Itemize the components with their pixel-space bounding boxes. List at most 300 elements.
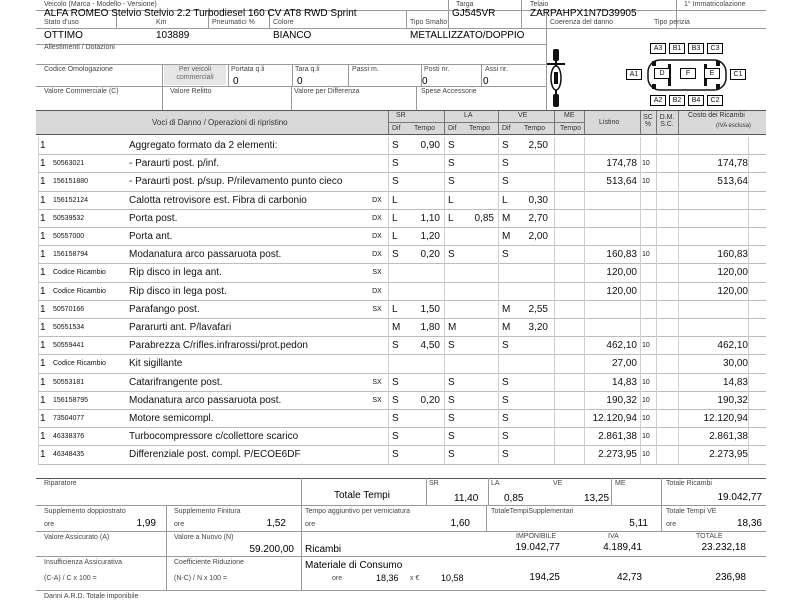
row-ve-time (516, 428, 548, 445)
row-qty: 1 (40, 394, 46, 406)
condition-label: Stato d'uso (44, 19, 79, 26)
row-qty: 1 (40, 212, 46, 224)
row-ve-time: 2,50 (528, 140, 548, 151)
row-la-dif: L (448, 194, 454, 206)
la-header: LA (464, 112, 473, 119)
row-ve-dif: M (502, 322, 511, 333)
row-side (368, 137, 386, 154)
row-qty: 1 (40, 431, 46, 443)
row-ve-time (516, 446, 548, 463)
listino-header: Listino (599, 119, 620, 126)
row-sc (642, 319, 656, 336)
sr-dif-header: Dif (392, 125, 401, 132)
row-part-code (53, 137, 128, 154)
row-ve-time: 3,20 (528, 322, 548, 333)
row-sc (642, 192, 656, 209)
row-side (368, 173, 386, 190)
table-row[interactable] (0, 392, 800, 410)
row-cost: 190,32 (717, 394, 748, 406)
row-qty: 1 (40, 413, 46, 424)
row-qty: 1 (40, 358, 46, 370)
row-description: - Paraurti post. p/inf. (129, 158, 220, 170)
ve-dif-header: Dif (502, 125, 511, 132)
row-cost (680, 192, 748, 209)
chassis-label: Telaio (530, 1, 549, 8)
total-parts-label: Totale Ricambi (666, 480, 712, 487)
sum-me-label: ME (615, 480, 626, 487)
row-cost: 513,64 (717, 176, 748, 188)
row-description: Modanatura arco passaruota post. (129, 394, 282, 406)
color-label: Colore (273, 19, 294, 26)
row-la-time (464, 428, 494, 445)
row-side (368, 355, 386, 372)
row-sr-dif (392, 355, 404, 372)
row-sr-time (410, 410, 440, 427)
zone-c1-chip[interactable]: C1 (730, 69, 746, 80)
row-ve-dif (502, 264, 514, 281)
row-la-dif (448, 283, 460, 300)
row-part-code: 50539532 (53, 214, 85, 222)
row-sc (642, 264, 656, 281)
ve-tempo-header: Tempo (524, 125, 546, 132)
row-qty: 1 (40, 303, 46, 315)
row-sc: 10 (642, 433, 650, 441)
row-sr-time (410, 374, 440, 391)
row-cost: 14,83 (722, 376, 748, 388)
vehicle-axles: 0 (483, 76, 489, 87)
table-row[interactable] (0, 355, 800, 373)
table-row[interactable] (0, 301, 800, 319)
row-sr-dif: S (392, 176, 399, 188)
repairer-label: Riparatore (44, 480, 77, 487)
row-listino: 2.273,95 (598, 449, 637, 461)
row-side (368, 155, 386, 172)
row-description: Calotta retrovisore est. Fibra di carbonio (129, 194, 307, 206)
row-side (368, 319, 386, 336)
row-la-dif: S (448, 394, 455, 406)
row-description: Porta post. (129, 212, 178, 224)
row-part-code: Codice Ricambio (53, 269, 106, 277)
zone-f-chip[interactable]: F (680, 68, 696, 79)
row-description: Porta ant. (129, 231, 173, 242)
row-listino: 513,64 (606, 176, 637, 188)
row-ve-dif: S (502, 394, 509, 406)
row-sr-dif: S (392, 140, 399, 151)
row-part-code: Codice Ricambio (53, 287, 106, 295)
total-supp-value: 5,11 (629, 518, 648, 529)
row-side: SX (372, 396, 382, 404)
wheelbase-label: Passi m. (352, 66, 379, 73)
row-sr-dif: L (392, 303, 398, 315)
row-ve-dif: S (502, 449, 509, 461)
table-row[interactable] (0, 192, 800, 210)
row-listino: 462,10 (606, 340, 637, 352)
damage-coherence-label: Coerenza del danno (550, 19, 614, 26)
row-ve-dif (502, 283, 514, 300)
table-row[interactable] (0, 428, 800, 446)
insurance-gap-label: Insufficienza Assicurativa (44, 559, 123, 566)
row-sr-dif (392, 283, 404, 300)
cost-subheader: (IVA esclusa) (716, 123, 751, 129)
table-row[interactable] (0, 410, 800, 428)
row-qty: 1 (40, 249, 46, 261)
parts-label: Ricambi (305, 544, 342, 555)
row-qty: 1 (40, 285, 46, 297)
vehicle-chassis: ZARPAHPX1N7D39905 (530, 8, 637, 19)
new-value-label: Valore a Nuovo (N) (174, 534, 234, 541)
reduction-label: Coefficiente Riduzione (174, 559, 244, 566)
seats-label: Posti nr. (424, 66, 450, 73)
la-dif-header: Dif (448, 125, 457, 132)
commercial-value-label: Valore Commerciale (C) (44, 88, 119, 95)
row-ve-time (516, 392, 548, 409)
row-listino (585, 228, 637, 245)
row-part-code: 156151880 (53, 178, 89, 186)
vehicle-color: BIANCO (273, 30, 312, 41)
row-sc: 10 (642, 178, 650, 186)
row-sc: 10 (642, 342, 650, 350)
row-la-dif: S (448, 431, 455, 443)
row-ve-time: 2,00 (528, 231, 548, 242)
dm-header: D.M. S.C. (659, 114, 675, 128)
table-row[interactable] (0, 228, 800, 246)
row-sr-time: 1,10 (420, 212, 440, 224)
vehicle-capacity: 0 (233, 76, 239, 87)
row-description: Turbocompressore c/collettore scarico (129, 431, 299, 443)
row-cost: 120,00 (717, 285, 748, 297)
row-ve-dif: M (502, 212, 511, 224)
table-row[interactable] (0, 446, 800, 464)
table-row[interactable] (0, 246, 800, 264)
table-row[interactable] (0, 210, 800, 228)
row-qty: 1 (40, 194, 46, 206)
row-listino: 2.861,38 (598, 431, 637, 443)
registration-label: 1° Immatricolazione (684, 1, 746, 8)
row-part-code: 50559441 (53, 342, 85, 350)
row-ve-time: 2,55 (528, 303, 548, 315)
row-side: DX (372, 287, 382, 295)
total-parts-value: 19.042,77 (717, 492, 762, 503)
table-row[interactable] (0, 337, 800, 355)
row-la-time (464, 192, 494, 209)
row-description: Kit sigillante (129, 358, 183, 370)
sum-ve-value: 13,25 (584, 493, 610, 504)
row-listino: 14,83 (611, 376, 637, 388)
row-sc (642, 137, 656, 154)
capacity-label: Portata q.li (231, 66, 265, 73)
zone-c3-chip[interactable]: C3 (707, 43, 723, 54)
row-description: - Paraurti post. p/sup. P/rilevamento punto cieco (129, 176, 343, 188)
row-listino (585, 319, 637, 336)
row-description: Aggregato formato da 2 elementi: (129, 140, 278, 151)
row-listino: 190,32 (606, 394, 637, 406)
row-cost: 174,78 (717, 158, 748, 170)
row-side (368, 446, 386, 463)
zone-a1-chip[interactable]: A1 (626, 69, 642, 80)
row-listino: 174,78 (606, 158, 637, 170)
row-sc (642, 283, 656, 300)
row-ve-time (516, 264, 548, 281)
me-header: ME (564, 112, 575, 119)
row-description: Rip disco in lega ant. (129, 267, 222, 279)
row-sr-time (410, 173, 440, 190)
row-part-code: 73504077 (53, 415, 85, 422)
row-qty: 1 (40, 376, 46, 388)
row-qty: 1 (40, 158, 46, 170)
supp-double-ore: ore (44, 521, 55, 528)
row-description: Pararurti ant. P/lavafari (129, 322, 232, 333)
row-description: Modanatura arco passaruota post. (129, 249, 282, 261)
row-ve-dif: S (502, 176, 509, 188)
row-listino (585, 192, 637, 209)
vehicle-model: ALFA ROMEO Stelvio Stelvio 2.2 Turbodiesel 160 CV AT8 RWD Sprint (44, 8, 357, 19)
consumables-label: Materiale di Consumo (305, 560, 403, 571)
row-ve-time: 0,30 (528, 194, 548, 206)
row-part-code: 50553181 (53, 378, 85, 386)
row-cost (680, 301, 748, 318)
la-tempo-header: Tempo (469, 125, 491, 132)
row-la-time (464, 374, 494, 391)
insurance-gap-formula: (C-A) / C x 100 = (44, 575, 97, 582)
table-row[interactable] (0, 283, 800, 301)
row-sr-time: 1,20 (420, 231, 440, 242)
total-times-label: Totale Tempi (334, 490, 390, 501)
vehicle-seats: 0 (422, 76, 428, 87)
row-cost: 160,83 (717, 249, 748, 261)
zone-b3-chip[interactable]: B3 (688, 43, 704, 54)
sum-sr-label: SR (429, 480, 439, 487)
row-cost (680, 319, 748, 336)
row-listino (585, 137, 637, 154)
model-label: Veicolo (Marca - Modello - Versione) (44, 1, 157, 8)
row-description: Parabrezza C/rifles.infrarossi/prot.pedon (129, 340, 308, 352)
row-ve-dif: S (502, 340, 509, 352)
row-side: DX (372, 214, 382, 222)
row-la-time: 0,85 (474, 212, 494, 224)
axles-label: Assi nr. (485, 66, 508, 73)
vat-header: IVA (608, 533, 619, 540)
row-la-dif: S (448, 140, 455, 151)
row-listino: 120,00 (606, 285, 637, 297)
sum-ve-label: VE (553, 480, 563, 487)
zone-c2-chip[interactable]: C2 (707, 95, 723, 106)
row-part-code: 156158794 (53, 251, 89, 259)
damage-diagram (626, 43, 746, 109)
zone-e-chip[interactable]: E (704, 68, 720, 79)
row-la-time (464, 410, 494, 427)
consumables-total: 236,98 (715, 572, 746, 583)
new-value: 59.200,00 (249, 544, 294, 555)
extra-time-value: 1,60 (450, 518, 470, 529)
accessories-label: Spese Accessorie (421, 88, 477, 95)
vehicle-paint-type: METALLIZZATO/DOPPIO (410, 30, 525, 41)
zone-d-chip[interactable]: D (654, 68, 670, 79)
row-listino: 160,83 (606, 249, 637, 261)
row-sc: 10 (642, 451, 650, 459)
consumables-x-eur: x € (410, 575, 420, 582)
row-la-time (464, 392, 494, 409)
row-qty: 1 (40, 140, 46, 151)
motorcycle-icon (544, 48, 568, 108)
row-sr-time: 0,20 (420, 249, 440, 261)
row-ve-dif (502, 355, 514, 372)
table-row[interactable] (0, 319, 800, 337)
row-part-code: 46338376 (53, 433, 85, 441)
row-sr-dif: S (392, 431, 399, 443)
row-sc: 10 (642, 160, 650, 168)
row-la-dif: L (448, 212, 454, 224)
sr-tempo-header: Tempo (414, 125, 436, 132)
row-sr-time: 1,80 (420, 322, 440, 333)
total-supp-label: TotaleTempiSupplementari (491, 508, 574, 515)
consumables-hours: 18,36 (376, 573, 399, 583)
row-sc: 10 (642, 396, 650, 404)
row-sr-time (410, 428, 440, 445)
row-ve-time (516, 246, 548, 263)
row-ve-time (516, 337, 548, 354)
tare-label: Tara q.li (295, 66, 320, 73)
row-side: SX (372, 378, 382, 386)
row-la-time (464, 337, 494, 354)
row-la-dif (448, 355, 460, 372)
row-listino (585, 210, 637, 227)
row-sr-time: 4,50 (420, 340, 440, 352)
row-la-time (464, 155, 494, 172)
row-sr-dif: S (392, 158, 399, 170)
row-la-dif: S (448, 413, 455, 424)
row-cost: 2.861,38 (709, 431, 748, 443)
table-row[interactable] (0, 264, 800, 282)
total-header: TOTALE (696, 533, 723, 540)
row-la-time (464, 173, 494, 190)
row-part-code: Codice Ricambio (53, 360, 106, 368)
row-la-dif: S (448, 176, 455, 188)
row-sc (642, 228, 656, 245)
row-ve-time (516, 173, 548, 190)
row-sr-time: 0,20 (420, 394, 440, 406)
row-sr-time (410, 283, 440, 300)
row-sr-dif: S (392, 340, 399, 352)
supp-finish-value: 1,52 (266, 518, 286, 529)
row-qty: 1 (40, 267, 46, 279)
row-ve-time (516, 283, 548, 300)
table-header (36, 110, 766, 135)
cost-header: Costo dei Ricambi (688, 112, 745, 119)
row-la-time (464, 283, 494, 300)
zone-b4-chip[interactable]: B4 (688, 95, 704, 106)
row-part-code: 46348435 (53, 451, 85, 459)
total-ve-value: 18,36 (736, 518, 762, 529)
row-cost (680, 137, 748, 154)
row-sr-dif (392, 264, 404, 281)
sum-sr-value: 11,40 (454, 493, 479, 504)
row-sr-dif: S (392, 249, 399, 261)
taxable-header: IMPONIBILE (516, 533, 557, 540)
row-sr-time (410, 192, 440, 209)
insured-value-label: Valore Assicurato (A) (44, 534, 110, 541)
row-sc (642, 210, 656, 227)
row-la-dif (448, 301, 460, 318)
paint-type-label: Tipo Smalto (410, 19, 448, 26)
vehicle-condition: OTTIMO (44, 30, 83, 41)
row-sr-time: 1,50 (420, 303, 440, 315)
row-description: Catarifrangente post. (129, 376, 223, 388)
sr-header: SR (396, 112, 406, 119)
row-ve-dif: S (502, 376, 509, 388)
row-la-time (464, 355, 494, 372)
table-row[interactable] (0, 137, 800, 155)
row-description: Motore semicompl. (129, 413, 214, 424)
row-la-dif: S (448, 376, 455, 388)
zone-a3-chip[interactable]: A3 (650, 43, 666, 54)
row-listino: 120,00 (606, 267, 637, 279)
row-sr-dif: L (392, 212, 398, 224)
tyres-label: Pneumatici % (212, 19, 255, 26)
row-side: SX (372, 269, 382, 277)
row-sc: 10 (642, 378, 650, 386)
reduction-formula: (N-C) / N x 100 = (174, 575, 228, 582)
commercial-vehicles-note: Per veicoli commerciali (176, 66, 214, 81)
row-la-dif: S (448, 249, 455, 261)
supp-double-label: Supplemento doppiostrato (44, 508, 126, 515)
sum-la-value: 0,85 (504, 493, 524, 504)
total-ve-label: Totale Tempi VE (666, 508, 717, 515)
table-row[interactable] (0, 173, 800, 191)
table-row[interactable] (0, 374, 800, 392)
row-ve-dif: L (502, 194, 508, 206)
zone-b2-chip[interactable]: B2 (669, 95, 685, 106)
row-side: DX (372, 233, 382, 240)
row-sr-time (410, 446, 440, 463)
extra-time-ore: ore (305, 521, 316, 528)
fittings-label: Allestimenti / Dotazioni (44, 44, 115, 51)
row-ve-dif: S (502, 413, 509, 424)
row-ve-time: 2,70 (528, 212, 548, 224)
row-la-dif: M (448, 322, 457, 333)
row-sc: 10 (642, 415, 650, 422)
row-part-code: 156152124 (53, 196, 89, 204)
row-sc: 10 (642, 251, 650, 259)
parts-taxable: 19.042,77 (515, 542, 560, 553)
row-cost: 462,10 (717, 340, 748, 352)
row-side: DX (372, 251, 382, 259)
row-side (368, 410, 386, 427)
zone-a2-chip[interactable]: A2 (650, 95, 666, 106)
row-ve-dif: M (502, 303, 511, 315)
row-description: Differenziale post. compl. P/ECOE6DF (129, 449, 301, 461)
vehicle-plate: GJ545VR (452, 8, 496, 19)
row-sr-dif: L (392, 194, 398, 206)
supp-finish-ore: ore (174, 521, 185, 528)
row-sc (642, 301, 656, 318)
row-cost: 2.273,95 (709, 449, 748, 461)
consumables-rate: 10,58 (441, 573, 464, 583)
row-listino: 27,00 (611, 358, 637, 370)
row-sr-time (410, 155, 440, 172)
table-row[interactable] (0, 155, 800, 173)
consumables-ore: ore (332, 575, 343, 582)
row-la-dif: S (448, 158, 455, 170)
zone-b1-chip[interactable]: B1 (669, 43, 685, 54)
row-qty: 1 (40, 231, 46, 242)
row-ve-time (516, 355, 548, 372)
damage-footer-label: Danni A.R.D. Totale imponibile (44, 593, 139, 600)
row-la-dif (448, 228, 460, 245)
sc-header: SC % (643, 114, 653, 128)
row-la-time (464, 246, 494, 263)
row-part-code: 50563021 (53, 160, 85, 168)
row-la-dif: S (448, 340, 455, 352)
